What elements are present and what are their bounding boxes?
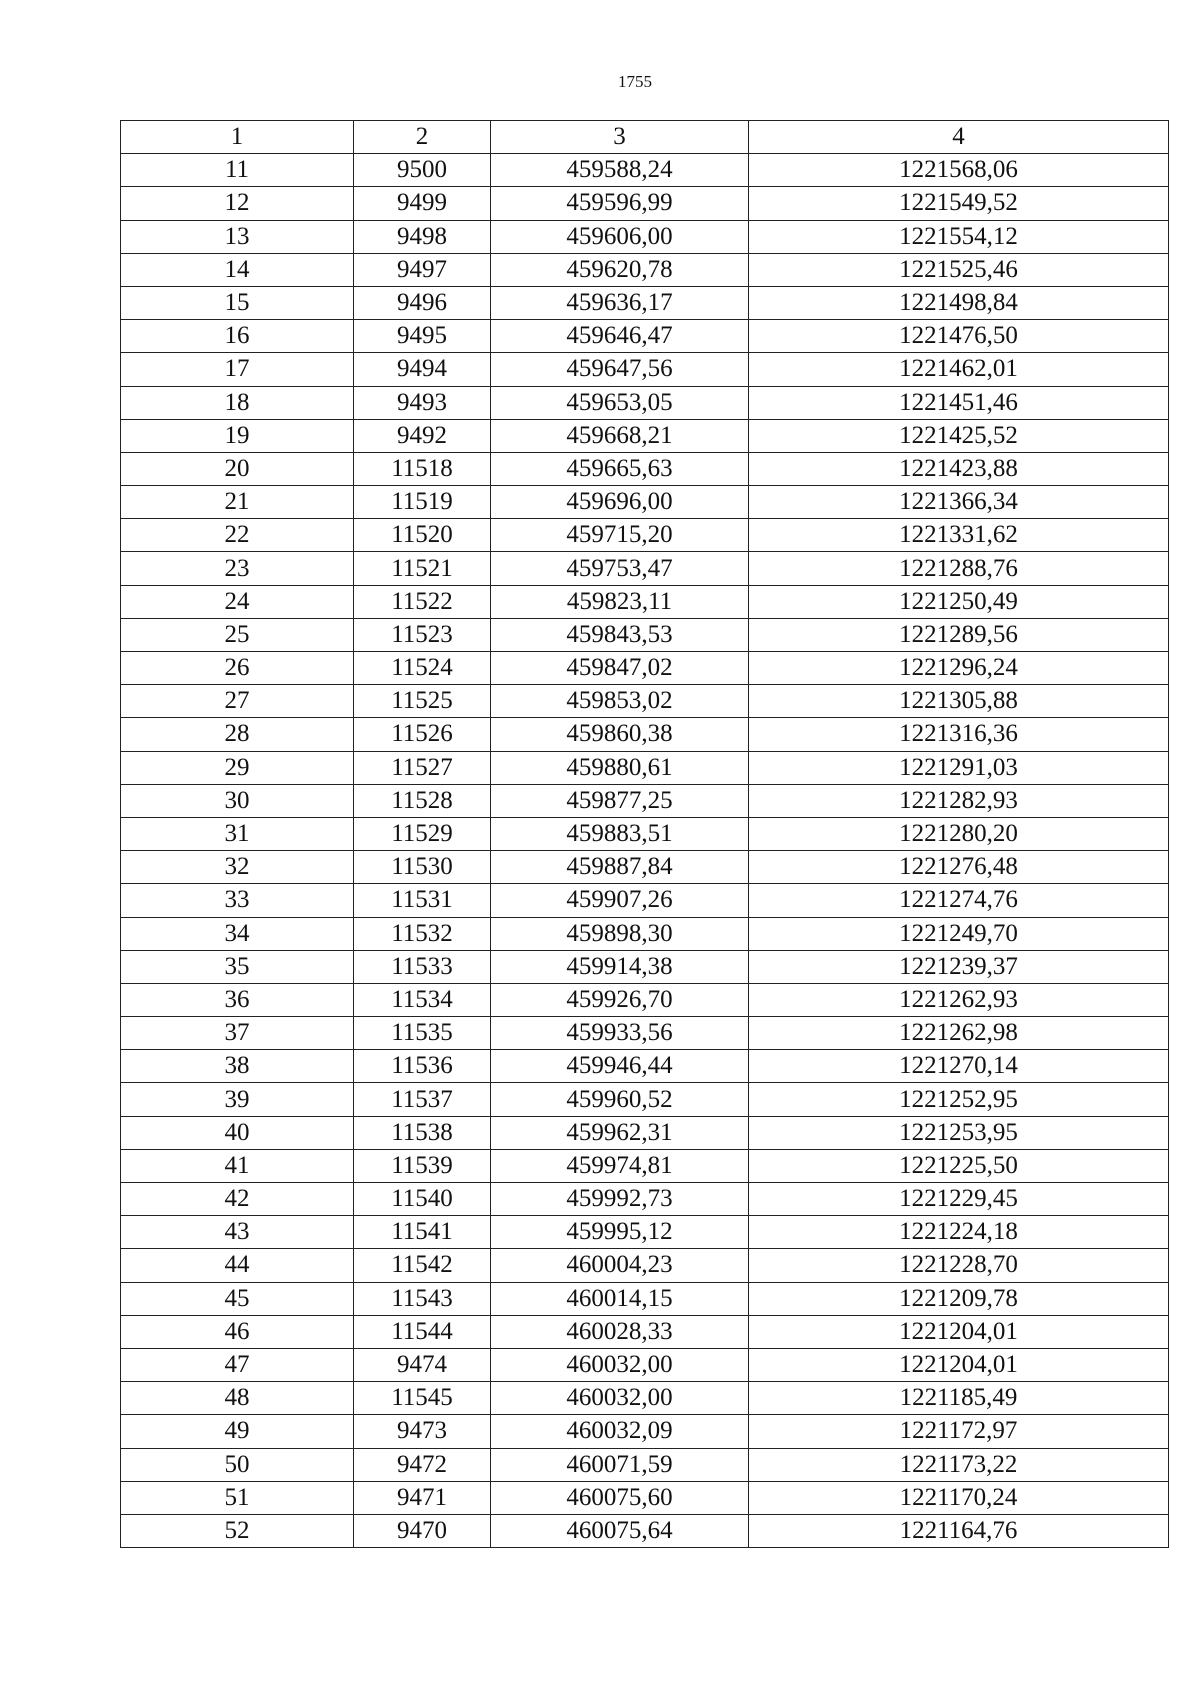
table-cell-col-1: 27 (121, 685, 354, 718)
table-row (121, 386, 1169, 419)
table-row (121, 618, 1169, 651)
table-cell-col-2: 9474 (354, 1348, 491, 1381)
table-cell-col-2: 9472 (354, 1448, 491, 1481)
table-cell-col-4: 1221164,76 (749, 1514, 1169, 1547)
table-cell-col-1: 15 (121, 286, 354, 319)
table-cell-col-4: 1221288,76 (749, 552, 1169, 585)
table-cell-col-1: 50 (121, 1448, 354, 1481)
table-cell-col-4: 1221229,45 (749, 1183, 1169, 1216)
table-cell-col-1: 29 (121, 751, 354, 784)
table-cell-col-1: 23 (121, 552, 354, 585)
table-cell-col-4: 1221498,84 (749, 286, 1169, 319)
table-cell-col-2: 9500 (354, 154, 491, 187)
table-row (121, 1216, 1169, 1249)
table-row (121, 552, 1169, 585)
table-cell-col-2: 9499 (354, 187, 491, 220)
table-cell-col-1: 20 (121, 452, 354, 485)
table-cell-col-4: 1221262,98 (749, 1017, 1169, 1050)
table-cell-col-4: 1221462,01 (749, 353, 1169, 386)
table-cell-col-3: 459620,78 (491, 253, 749, 286)
table-cell-col-1: 12 (121, 187, 354, 220)
table-cell-col-4: 1221228,70 (749, 1249, 1169, 1282)
table-cell-col-1: 40 (121, 1116, 354, 1149)
table-cell-col-4: 1221280,20 (749, 817, 1169, 850)
table-cell-col-3: 459847,02 (491, 652, 749, 685)
table-row (121, 1481, 1169, 1514)
table-cell-col-1: 46 (121, 1315, 354, 1348)
table-cell-col-4: 1221204,01 (749, 1315, 1169, 1348)
table-cell-col-4: 1221252,95 (749, 1083, 1169, 1116)
table-cell-col-3: 459962,31 (491, 1116, 749, 1149)
table-cell-col-1: 43 (121, 1216, 354, 1249)
table-cell-col-3: 459992,73 (491, 1183, 749, 1216)
table-row (121, 1282, 1169, 1315)
table-cell-col-1: 51 (121, 1481, 354, 1514)
table-cell-col-4: 1221525,46 (749, 253, 1169, 286)
table-cell-col-1: 42 (121, 1183, 354, 1216)
table-cell-col-1: 18 (121, 386, 354, 419)
table-cell-col-3: 459665,63 (491, 452, 749, 485)
table-row (121, 353, 1169, 386)
table-row (121, 1017, 1169, 1050)
table-cell-col-1: 39 (121, 1083, 354, 1116)
table-cell-col-3: 459880,61 (491, 751, 749, 784)
table-row (121, 1050, 1169, 1083)
table-row (121, 884, 1169, 917)
table-cell-col-1: 21 (121, 486, 354, 519)
table-cell-col-1: 13 (121, 220, 354, 253)
table-cell-col-3: 459753,47 (491, 552, 749, 585)
table-row (121, 253, 1169, 286)
table-cell-col-2: 11530 (354, 851, 491, 884)
table-cell-col-4: 1221185,49 (749, 1382, 1169, 1415)
table-cell-col-4: 1221224,18 (749, 1216, 1169, 1249)
table-row (121, 917, 1169, 950)
table-cell-col-4: 1221476,50 (749, 320, 1169, 353)
table-cell-col-1: 22 (121, 519, 354, 552)
table-cell-col-3: 459647,56 (491, 353, 749, 386)
table-cell-col-4: 1221170,24 (749, 1481, 1169, 1514)
table-cell-col-2: 11527 (354, 751, 491, 784)
table-cell-col-1: 35 (121, 950, 354, 983)
table-cell-col-3: 459668,21 (491, 419, 749, 452)
table-cell-col-3: 459914,38 (491, 950, 749, 983)
table-row (121, 1116, 1169, 1149)
table-cell-col-4: 1221209,78 (749, 1282, 1169, 1315)
table-cell-col-3: 459946,44 (491, 1050, 749, 1083)
table-cell-col-1: 11 (121, 154, 354, 187)
table-cell-col-3: 459653,05 (491, 386, 749, 419)
table-cell-col-2: 11520 (354, 519, 491, 552)
table-row (121, 1348, 1169, 1381)
header-cell-1: 1 (121, 121, 354, 154)
table-row (121, 1514, 1169, 1547)
table-cell-col-4: 1221282,93 (749, 784, 1169, 817)
table-row (121, 452, 1169, 485)
table-row (121, 718, 1169, 751)
table-cell-col-2: 11533 (354, 950, 491, 983)
table-cell-col-1: 49 (121, 1415, 354, 1448)
table-cell-col-2: 11536 (354, 1050, 491, 1083)
table-cell-col-3: 459636,17 (491, 286, 749, 319)
table-cell-col-1: 37 (121, 1017, 354, 1050)
table-row (121, 154, 1169, 187)
table-cell-col-2: 11518 (354, 452, 491, 485)
table-cell-col-1: 52 (121, 1514, 354, 1547)
header-cell-3: 3 (491, 121, 749, 154)
table-cell-col-2: 9492 (354, 419, 491, 452)
table-cell-col-3: 460032,00 (491, 1348, 749, 1381)
table-cell-col-2: 11523 (354, 618, 491, 651)
table-cell-col-2: 11525 (354, 685, 491, 718)
table-cell-col-1: 19 (121, 419, 354, 452)
table-cell-col-1: 48 (121, 1382, 354, 1415)
table-cell-col-1: 33 (121, 884, 354, 917)
table-cell-col-2: 11543 (354, 1282, 491, 1315)
table-cell-col-4: 1221331,62 (749, 519, 1169, 552)
table-cell-col-2: 11535 (354, 1017, 491, 1050)
table-cell-col-1: 45 (121, 1282, 354, 1315)
table-cell-col-2: 9473 (354, 1415, 491, 1448)
table-row (121, 851, 1169, 884)
table-cell-col-1: 34 (121, 917, 354, 950)
table-cell-col-3: 459926,70 (491, 983, 749, 1016)
table-cell-col-4: 1221296,24 (749, 652, 1169, 685)
table-cell-col-3: 459877,25 (491, 784, 749, 817)
table-cell-col-3: 460014,15 (491, 1282, 749, 1315)
table-cell-col-1: 16 (121, 320, 354, 353)
table-cell-col-3: 459696,00 (491, 486, 749, 519)
table-cell-col-3: 459853,02 (491, 685, 749, 718)
table-row (121, 187, 1169, 220)
table-cell-col-1: 14 (121, 253, 354, 286)
table-cell-col-2: 11524 (354, 652, 491, 685)
table-cell-col-3: 459974,81 (491, 1149, 749, 1182)
table-cell-col-4: 1221239,37 (749, 950, 1169, 983)
table-row (121, 220, 1169, 253)
table-cell-col-4: 1221274,76 (749, 884, 1169, 917)
page-number: 1755 (618, 72, 652, 91)
table-cell-col-3: 460032,00 (491, 1382, 749, 1415)
table-row (121, 1415, 1169, 1448)
table-cell-col-2: 11526 (354, 718, 491, 751)
table-cell-col-2: 11534 (354, 983, 491, 1016)
table-cell-col-3: 460032,09 (491, 1415, 749, 1448)
table-cell-col-4: 1221451,46 (749, 386, 1169, 419)
table-cell-col-2: 9498 (354, 220, 491, 253)
table-cell-col-3: 459907,26 (491, 884, 749, 917)
table-cell-col-3: 459596,99 (491, 187, 749, 220)
table-cell-col-4: 1221225,50 (749, 1149, 1169, 1182)
table-cell-col-2: 11538 (354, 1116, 491, 1149)
table-cell-col-2: 11540 (354, 1183, 491, 1216)
table-row (121, 652, 1169, 685)
table-cell-col-4: 1221549,52 (749, 187, 1169, 220)
table-cell-col-3: 460075,64 (491, 1514, 749, 1547)
table-cell-col-3: 459933,56 (491, 1017, 749, 1050)
table-row (121, 1249, 1169, 1282)
table-row (121, 983, 1169, 1016)
table-cell-col-4: 1221262,93 (749, 983, 1169, 1016)
header-cell-2: 2 (354, 121, 491, 154)
table-row (121, 519, 1169, 552)
table-cell-col-3: 459646,47 (491, 320, 749, 353)
table-cell-col-1: 38 (121, 1050, 354, 1083)
table-cell-col-2: 9497 (354, 253, 491, 286)
table-cell-col-3: 460028,33 (491, 1315, 749, 1348)
table-cell-col-4: 1221204,01 (749, 1348, 1169, 1381)
table-cell-col-4: 1221249,70 (749, 917, 1169, 950)
table-row (121, 784, 1169, 817)
table-cell-col-4: 1221253,95 (749, 1116, 1169, 1149)
table-cell-col-1: 41 (121, 1149, 354, 1182)
table-cell-col-3: 459843,53 (491, 618, 749, 651)
table-cell-col-4: 1221568,06 (749, 154, 1169, 187)
table-cell-col-2: 11539 (354, 1149, 491, 1182)
table-row (121, 419, 1169, 452)
table-row (121, 1448, 1169, 1481)
table-row (121, 685, 1169, 718)
table-cell-col-2: 11522 (354, 585, 491, 618)
table-cell-col-3: 460004,23 (491, 1249, 749, 1282)
table-row (121, 1083, 1169, 1116)
table-cell-col-1: 30 (121, 784, 354, 817)
table-header-row (121, 121, 1169, 154)
table-row (121, 585, 1169, 618)
table-cell-col-2: 9496 (354, 286, 491, 319)
table-cell-col-2: 11544 (354, 1315, 491, 1348)
table-cell-col-1: 17 (121, 353, 354, 386)
table-cell-col-2: 11532 (354, 917, 491, 950)
table-cell-col-1: 28 (121, 718, 354, 751)
table-cell-col-3: 459883,51 (491, 817, 749, 850)
table-cell-col-4: 1221423,88 (749, 452, 1169, 485)
table-cell-col-2: 9471 (354, 1481, 491, 1514)
table-cell-col-3: 459860,38 (491, 718, 749, 751)
table-cell-col-3: 459898,30 (491, 917, 749, 950)
table-cell-col-4: 1221250,49 (749, 585, 1169, 618)
table-cell-col-2: 11541 (354, 1216, 491, 1249)
table-row (121, 1183, 1169, 1216)
table-cell-col-3: 459887,84 (491, 851, 749, 884)
table-body (121, 121, 1169, 1548)
table-cell-col-3: 459995,12 (491, 1216, 749, 1249)
table-cell-col-3: 459823,11 (491, 585, 749, 618)
table-cell-col-2: 11542 (354, 1249, 491, 1282)
table-row (121, 486, 1169, 519)
coordinates-table (120, 120, 1169, 1548)
table-cell-col-4: 1221554,12 (749, 220, 1169, 253)
table-cell-col-2: 11528 (354, 784, 491, 817)
table-cell-col-4: 1221366,34 (749, 486, 1169, 519)
table-cell-col-4: 1221173,22 (749, 1448, 1169, 1481)
table-cell-col-4: 1221305,88 (749, 685, 1169, 718)
table-cell-col-1: 32 (121, 851, 354, 884)
table-cell-col-1: 47 (121, 1348, 354, 1381)
table-cell-col-4: 1221316,36 (749, 718, 1169, 751)
table-cell-col-2: 11529 (354, 817, 491, 850)
table-cell-col-3: 460071,59 (491, 1448, 749, 1481)
table-cell-col-4: 1221291,03 (749, 751, 1169, 784)
table-cell-col-3: 459715,20 (491, 519, 749, 552)
table-cell-col-1: 44 (121, 1249, 354, 1282)
table-cell-col-2: 11519 (354, 486, 491, 519)
table-cell-col-2: 11545 (354, 1382, 491, 1415)
table-row (121, 1315, 1169, 1348)
table-cell-col-1: 36 (121, 983, 354, 1016)
table-cell-col-1: 31 (121, 817, 354, 850)
table-cell-col-2: 11521 (354, 552, 491, 585)
table-row (121, 1382, 1169, 1415)
table-row (121, 817, 1169, 850)
table-cell-col-3: 459606,00 (491, 220, 749, 253)
table-cell-col-1: 24 (121, 585, 354, 618)
table-cell-col-4: 1221172,97 (749, 1415, 1169, 1448)
table-cell-col-2: 9470 (354, 1514, 491, 1547)
table-row (121, 1149, 1169, 1182)
table-cell-col-2: 9494 (354, 353, 491, 386)
table-row (121, 286, 1169, 319)
table-cell-col-3: 459588,24 (491, 154, 749, 187)
table-row (121, 751, 1169, 784)
table-cell-col-2: 9493 (354, 386, 491, 419)
table-cell-col-2: 11537 (354, 1083, 491, 1116)
table-cell-col-3: 459960,52 (491, 1083, 749, 1116)
table-cell-col-1: 26 (121, 652, 354, 685)
table-cell-col-4: 1221425,52 (749, 419, 1169, 452)
table-cell-col-3: 460075,60 (491, 1481, 749, 1514)
table-row (121, 320, 1169, 353)
table-row (121, 950, 1169, 983)
table-cell-col-4: 1221289,56 (749, 618, 1169, 651)
table-cell-col-2: 11531 (354, 884, 491, 917)
header-cell-4: 4 (749, 121, 1169, 154)
table-cell-col-4: 1221276,48 (749, 851, 1169, 884)
table-cell-col-4: 1221270,14 (749, 1050, 1169, 1083)
table-cell-col-2: 9495 (354, 320, 491, 353)
table-cell-col-1: 25 (121, 618, 354, 651)
